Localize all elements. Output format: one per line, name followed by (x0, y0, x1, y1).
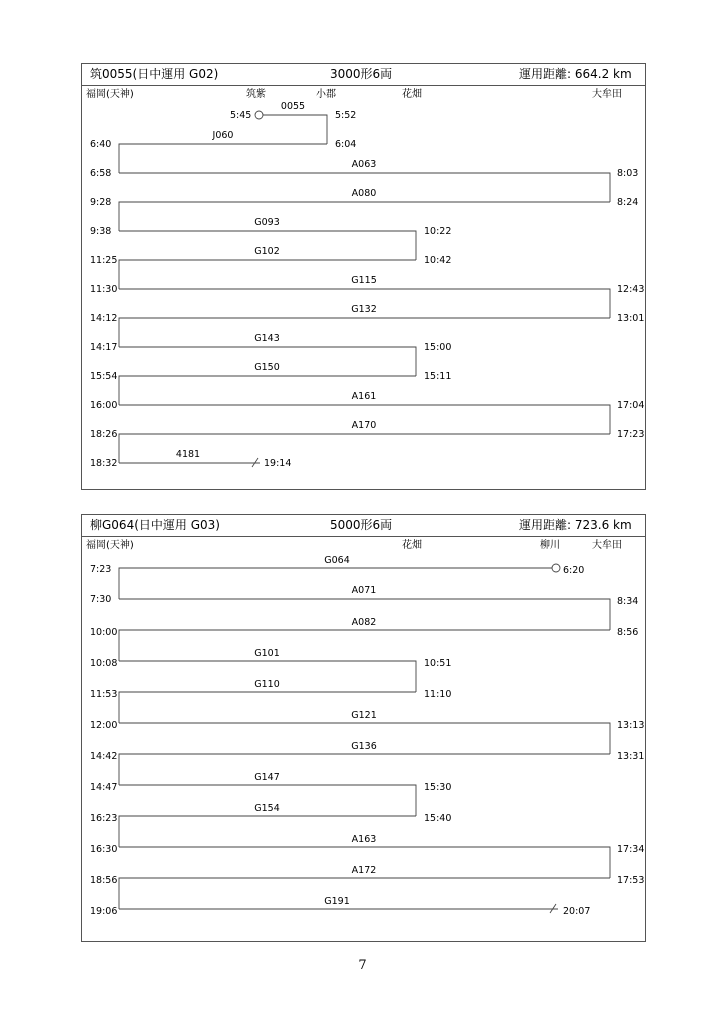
arr-time: 12:43 (617, 284, 645, 295)
dep-time: 6:58 (90, 168, 112, 179)
dep-time: 11:10 (424, 689, 452, 700)
operation-panel-yanagi-g064 (81, 514, 646, 942)
dep-time: 17:23 (617, 429, 645, 440)
station-yanagawa: 柳川 (540, 540, 560, 551)
train-number: G115 (351, 275, 377, 286)
train-number: G064 (324, 555, 350, 566)
train-number: A063 (351, 159, 377, 170)
train-line-G132 (119, 318, 610, 347)
train-number: G121 (351, 710, 377, 721)
train-number: A170 (351, 420, 377, 431)
train-number: G147 (254, 772, 280, 783)
arr-time: 11:25 (90, 255, 118, 266)
car-type: 5000形6両 (330, 518, 393, 532)
dep-time: 8:24 (617, 197, 639, 208)
train-number: A163 (351, 834, 377, 845)
terminal-mark-icon (550, 904, 556, 913)
train-number: G136 (351, 741, 377, 752)
station-fukuoka: 福岡(天神) (86, 540, 134, 551)
dep-time: 10:42 (424, 255, 452, 266)
arr-time: 6:40 (90, 139, 112, 150)
arr-time: 17:34 (617, 844, 645, 855)
car-type: 3000形6両 (330, 67, 393, 81)
arr-time: 16:23 (90, 813, 118, 824)
panel-title: 筑0055(日中運用 G02) (90, 67, 219, 81)
train-number: G101 (254, 648, 280, 659)
arr-time: 10:51 (424, 658, 452, 669)
operating-distance: 運用距離: 723.6 km (519, 518, 632, 532)
train-line-J060 (119, 144, 327, 173)
page-number: 7 (358, 958, 367, 973)
origin-circle-icon (552, 564, 560, 572)
arr-time: 17:04 (617, 400, 645, 411)
train-line-G136 (119, 754, 610, 785)
dep-time: 6:20 (563, 565, 585, 576)
dep-time: 13:31 (617, 751, 645, 762)
origin-circle-icon (255, 111, 263, 119)
arr-time: 15:00 (424, 342, 452, 353)
train-line-A172 (119, 878, 610, 909)
train-number: 4181 (175, 449, 201, 460)
train-number: G154 (254, 803, 280, 814)
station-fukuoka: 福岡(天神) (86, 89, 134, 100)
station-hanabatake: 花畑 (402, 540, 422, 551)
panel-title: 柳G064(日中運用 G03) (90, 518, 220, 532)
dep-time: 10:08 (90, 658, 118, 669)
arr-time: 18:56 (90, 875, 118, 886)
arr-time: 20:07 (563, 906, 591, 917)
dep-time: 7:30 (90, 594, 112, 605)
train-line-0055 (263, 115, 327, 144)
arr-time: 18:26 (90, 429, 118, 440)
arr-time: 14:42 (90, 751, 118, 762)
train-number: G093 (254, 217, 280, 228)
train-line-G064 (119, 568, 552, 599)
station-ogori: 小郡 (316, 89, 336, 100)
arr-time: 14:12 (90, 313, 118, 324)
train-number: G102 (254, 246, 280, 257)
arr-time: 8:34 (617, 596, 639, 607)
arr-time: 8:03 (617, 168, 639, 179)
train-number: G132 (351, 304, 377, 315)
arr-time: 10:22 (424, 226, 452, 237)
station-omuta: 大牟田 (592, 540, 622, 551)
dep-time: 19:06 (90, 906, 118, 917)
arr-time: 15:30 (424, 782, 452, 793)
dep-time: 6:04 (335, 139, 357, 150)
dep-time: 5:45 (230, 110, 252, 121)
dep-time: 15:40 (424, 813, 452, 824)
operating-distance: 運用距離: 664.2 km (519, 67, 632, 81)
arr-time: 7:23 (90, 564, 112, 575)
train-number: 0055 (280, 101, 306, 112)
train-number: A080 (351, 188, 377, 199)
dep-time: 15:11 (424, 371, 452, 382)
train-number: A172 (351, 865, 377, 876)
arr-time: 10:00 (90, 627, 118, 638)
train-number: G143 (254, 333, 280, 344)
train-number: A161 (351, 391, 377, 402)
arr-time: 15:54 (90, 371, 118, 382)
train-number: A071 (351, 585, 377, 596)
train-number: J060 (212, 130, 234, 141)
dep-time: 8:56 (617, 627, 639, 638)
operation-panel-chiku0055 (81, 63, 646, 490)
dep-time: 14:17 (90, 342, 118, 353)
dep-time: 14:47 (90, 782, 118, 793)
terminal-mark-icon (252, 458, 258, 467)
arr-time: 11:53 (90, 689, 118, 700)
dep-time: 11:30 (90, 284, 118, 295)
dep-time: 16:00 (90, 400, 118, 411)
dep-time: 16:30 (90, 844, 118, 855)
dep-time: 9:38 (90, 226, 112, 237)
dep-time: 17:53 (617, 875, 645, 886)
operation-diagram (82, 515, 645, 941)
station-omuta: 大牟田 (592, 89, 622, 100)
arr-time: 5:52 (335, 110, 357, 121)
train-line-A080 (119, 202, 610, 231)
arr-time: 19:14 (264, 458, 292, 469)
train-number: G191 (324, 896, 350, 907)
station-hanabatake: 花畑 (402, 89, 422, 100)
arr-time: 13:13 (617, 720, 645, 731)
train-number: G110 (254, 679, 280, 690)
station-chikushi: 筑紫 (246, 89, 266, 100)
dep-time: 12:00 (90, 720, 118, 731)
train-line-A082 (119, 630, 610, 661)
dep-time: 13:01 (617, 313, 645, 324)
train-number: G150 (254, 362, 280, 373)
arr-time: 9:28 (90, 197, 112, 208)
dep-time: 18:32 (90, 458, 118, 469)
train-number: A082 (351, 617, 377, 628)
